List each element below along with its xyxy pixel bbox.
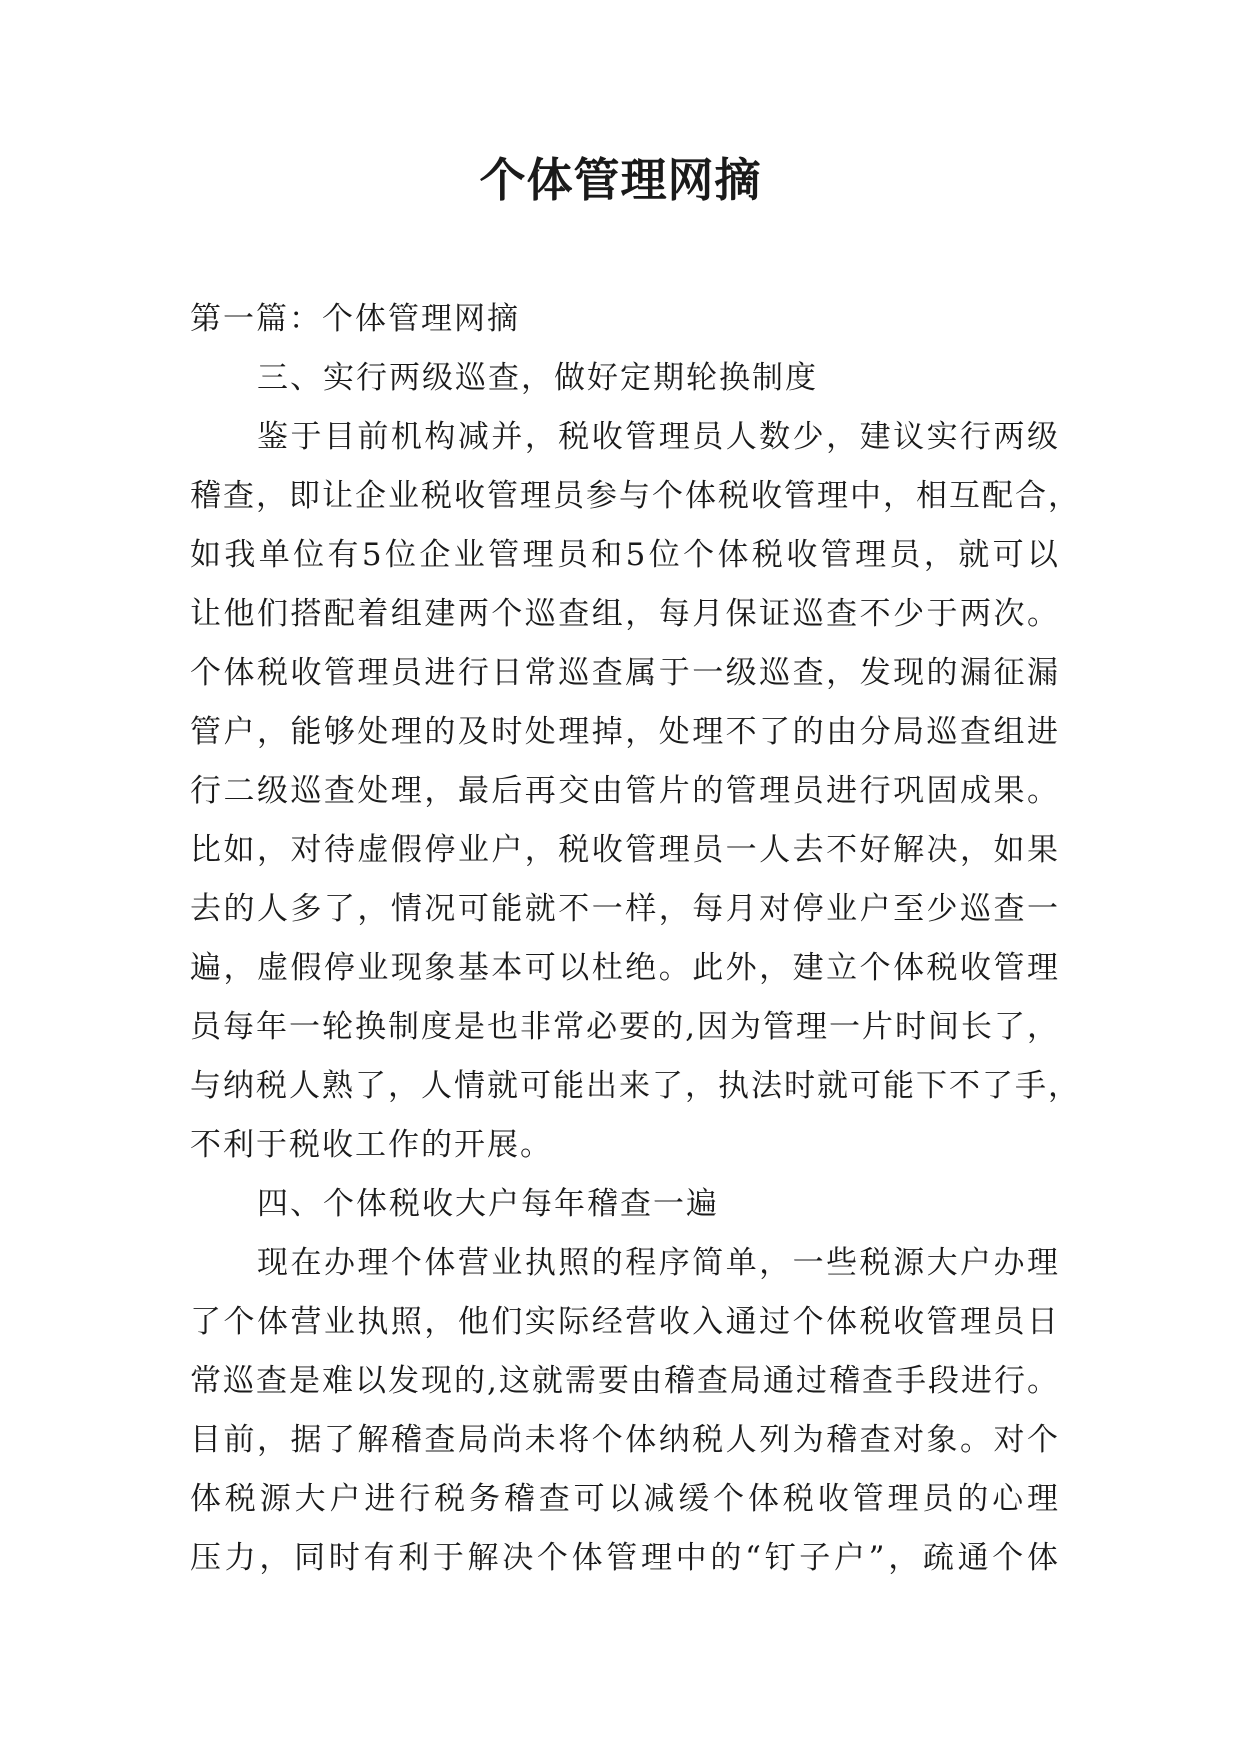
paragraph-line: 行二级巡查处理，最后再交由管片的管理员进行巩固成果。 [190,773,1060,809]
document-body [190,290,1081,1588]
paragraph-line: 去的人多了，情况可能就不一样，每月对停业户至少巡查一 [190,891,1060,927]
paragraph-line: 管户，能够处理的及时处理掉，处理不了的由分局巡查组进 [190,714,1060,750]
paragraph-line: 体税源大户进行税务稽查可以减缓个体税收管理员的心理 [190,1481,1060,1517]
paragraph-line: 常巡查是难以发现的,这就需要由稽查局通过稽查手段进行。 [190,1363,1060,1399]
document-title: 个体管理网摘 [479,153,762,207]
paragraph-line: 压力，同时有利于解决个体管理中的“钉子户”，疏通个体 [190,1540,1060,1576]
paragraph-line: 了个体营业执照，他们实际经营收入通过个体税收管理员日 [190,1304,1060,1340]
paragraph-line: 让他们搭配着组建两个巡查组，每月保证巡查不少于两次。 [190,596,1060,632]
paragraph-line: 如我单位有5位企业管理员和5位个体税收管理员，就可以 [190,537,1060,573]
subheading: 三、实行两级巡查，做好定期轮换制度 [257,360,818,396]
paragraph-line: 个体税收管理员进行日常巡查属于一级巡查，发现的漏征漏 [190,655,1060,691]
paragraph-line: 比如，对待虚假停业户，税收管理员一人去不好解决，如果 [190,832,1060,868]
paragraph-line: 不利于税收工作的开展。 [190,1127,553,1163]
paragraph-line: 现在办理个体营业执照的程序简单，一些税源大户办理 [257,1245,1060,1281]
paragraph-line: 员每年一轮换制度是也非常必要的,因为管理一片时间长了， [190,1009,1060,1045]
paragraph-line: 鉴于目前机构减并，税收管理员人数少，建议实行两级 [257,419,1060,455]
paragraph-line: 目前，据了解稽查局尚未将个体纳税人列为稽查对象。对个 [190,1422,1060,1458]
paragraph-line: 与纳税人熟了，人情就可能出来了，执法时就可能下不了手， [190,1068,1081,1104]
paragraph-line: 稽查，即让企业税收管理员参与个体税收管理中，相互配合， [190,478,1081,514]
paragraph-line: 遍，虚假停业现象基本可以杜绝。此外，建立个体税收管理 [190,950,1060,986]
subheading: 四、个体税收大户每年稽查一遍 [257,1186,719,1222]
section-heading: 第一篇：个体管理网摘 [190,301,520,337]
